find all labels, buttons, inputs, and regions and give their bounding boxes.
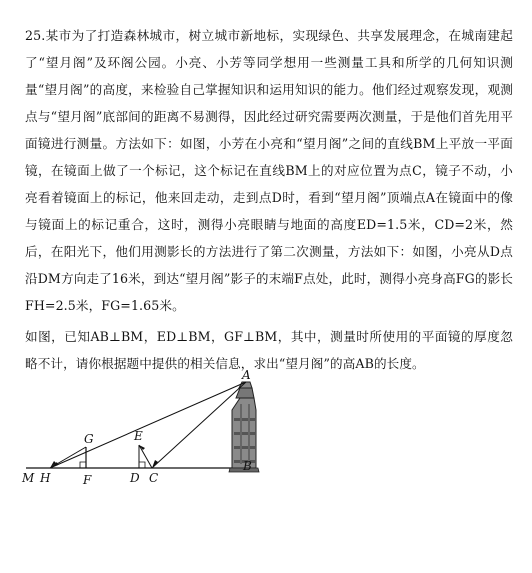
- line-EC: [139, 445, 152, 468]
- problem-text: [25, 22, 513, 377]
- label-F: F: [83, 473, 92, 487]
- label-D: D: [130, 471, 140, 485]
- problem-paragraph-1: [25, 22, 513, 319]
- label-M: M: [22, 471, 35, 485]
- problem-body: 某市为了打造森林城市，树立城市新地标，实现绿色、共享发展理念，在城南建起了“望月阁”及环阁公园。小亮、小芳等同学想用一些测量工具和所学的几何知识测量“望月阁”的高度，来检验自己掌握知识和运用知识的能力。他们经过观察发现，观测点与“望月阁”底部间的距离不易测得，因此经过研究需要两次测量，于是他们首先用平面镜进行测量。方法如下：如图，小芳在小亮和“望月阁”之间的直线BM上平放一平面镜，在镜面上做了一个标记，这个标记在直线BM上的对应位置为点C，镜子不动，小亮看着镜面上的标记，他来回走动，走到点D时，看到“望月阁”顶端点A在镜面中的像与镜面上的标记重合，这时，测得小亮眼睛与地面的高度ED=1.5米，CD=2米，然后，在阳光下，他们用测影长的方法进行了第二次测量，方法如下：如图，小亮从D点沿DM方向走了16米，到达“望月阁”影子的末端F点处，此时，测得小亮身高FG的影长FH=2.5米，FG=1.65米。: [25, 28, 513, 313]
- label-E: E: [134, 429, 143, 443]
- geometry-figure: [18, 370, 278, 495]
- label-B: B: [243, 459, 252, 473]
- label-G: G: [84, 432, 94, 446]
- right-angle-D: [139, 462, 145, 468]
- problem-number: 25.: [25, 28, 46, 43]
- label-C: C: [149, 471, 159, 485]
- geometry-diagram: [18, 370, 278, 495]
- problem-paragraph-2: 如图，已知AB⊥BM，ED⊥BM，GF⊥BM，其中，测量时所使用的平面镜的厚度忽略不计，请你根据题中提供的相关信息，求出“望月阁”的高AB的长度。: [25, 329, 513, 371]
- right-angle-F: [80, 462, 86, 468]
- line-AH: [50, 382, 246, 468]
- label-A: A: [242, 370, 251, 382]
- label-H: H: [40, 471, 51, 485]
